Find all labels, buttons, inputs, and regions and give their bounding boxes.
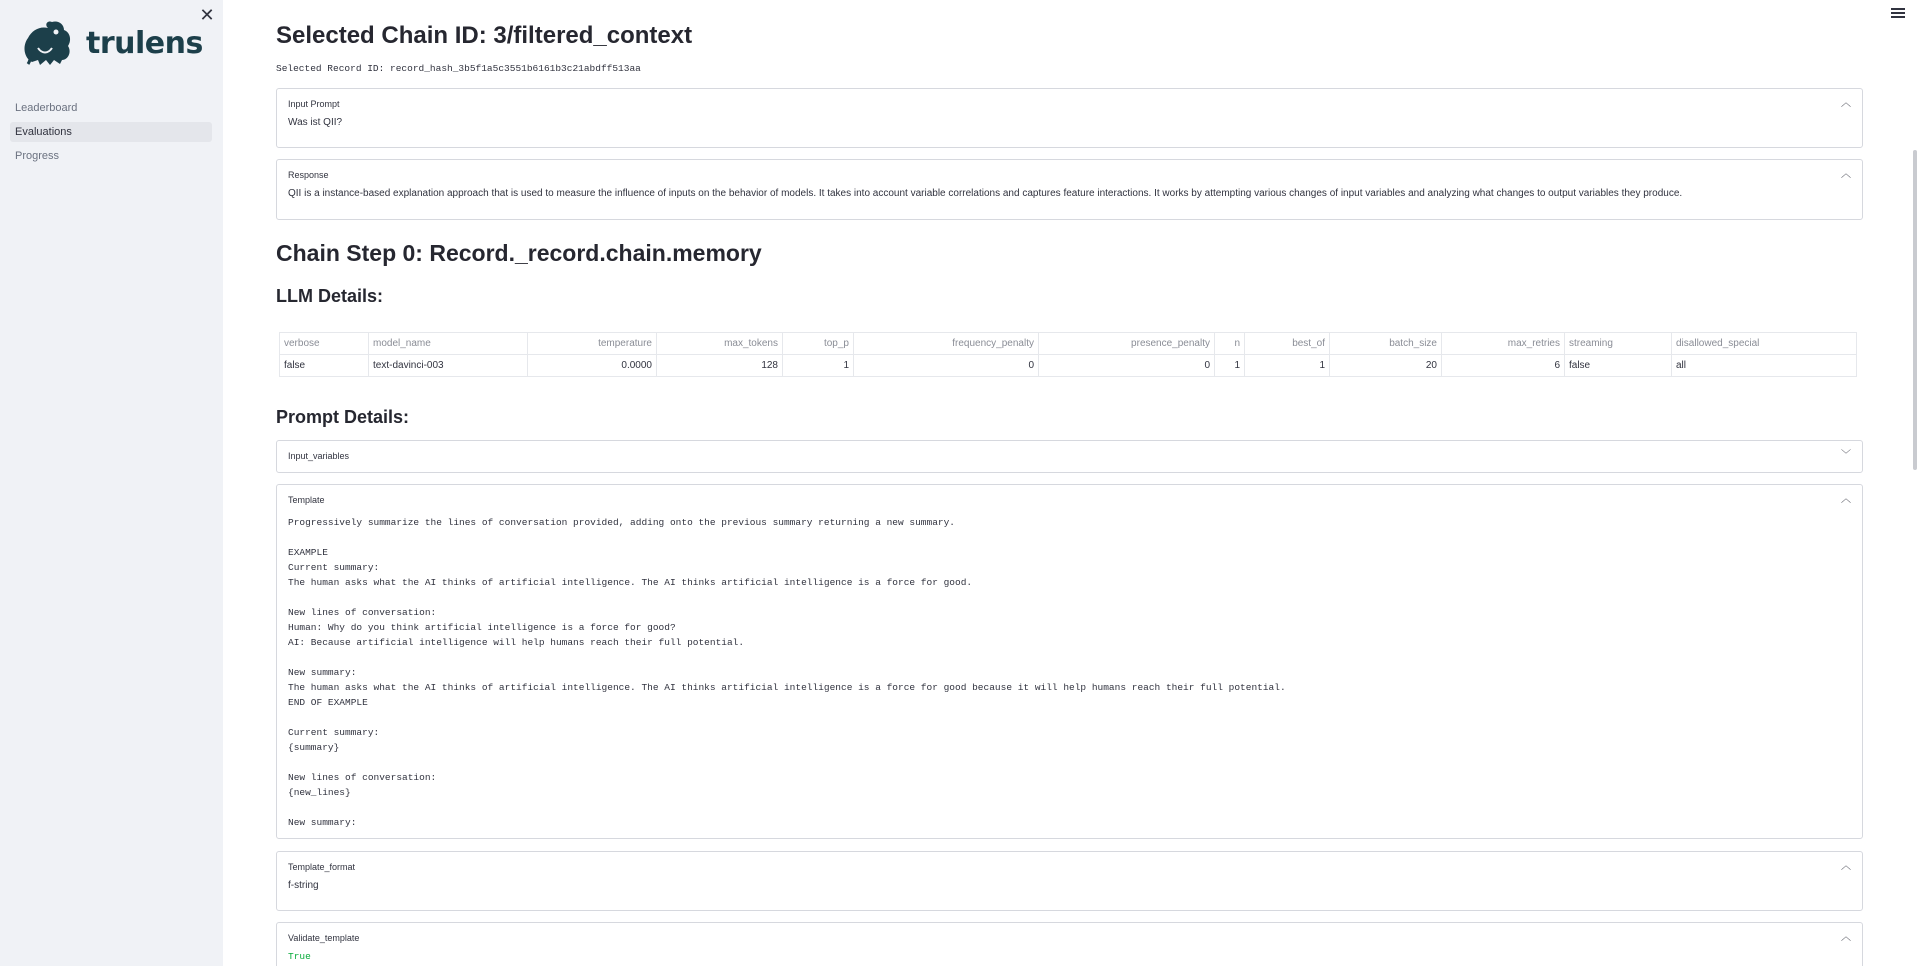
prompt-details-title: Prompt Details: (276, 407, 410, 427)
chevron-up-icon[interactable]: ︿ (1841, 861, 1851, 872)
column-header[interactable]: presence_penalty (1039, 333, 1215, 355)
chain-step-title: Chain Step 0: Record._record.chain.memory (276, 240, 762, 266)
chevron-up-icon[interactable]: ︿ (1841, 932, 1851, 943)
trulens-logo-icon (18, 18, 76, 68)
validate-template-value: True (288, 951, 311, 962)
scrollbar[interactable] (1913, 150, 1917, 470)
sidebar-item-leaderboard[interactable]: Leaderboard (15, 102, 78, 114)
table-cell[interactable]: 6 (1442, 355, 1565, 377)
expander-label: Input Prompt (288, 99, 340, 109)
chevron-down-icon[interactable]: ﹀ (1841, 450, 1851, 461)
table-cell[interactable]: 0 (854, 355, 1039, 377)
table-cell[interactable]: text-davinci-003 (369, 355, 528, 377)
response-expander (276, 159, 1863, 220)
column-header[interactable]: n (1215, 333, 1245, 355)
expander-label: Response (288, 170, 329, 180)
table-cell[interactable]: 1 (1215, 355, 1245, 377)
expander-header[interactable] (277, 485, 1862, 507)
sidebar-item-progress[interactable]: Progress (15, 150, 60, 162)
column-header[interactable]: max_retries (1442, 333, 1565, 355)
column-header[interactable]: top_p (783, 333, 854, 355)
template-expander (276, 484, 1863, 839)
sidebar-item-evaluations[interactable]: Evaluations (10, 122, 212, 142)
table-cell[interactable]: 1 (783, 355, 854, 377)
template-value: Progressively summarize the lines of conversation provided, adding onto the previous summary returning a new summary. EXAMPLE Current summary: The human asks what the AI thinks of artificial intelligence. The AI thinks artificial intelligence is a force for good. New lines of conversation: Human: Why do you think artificial intelligence is a force for good? AI: Because artificial intelligence will help humans reach their full potential. New summary: The human asks what the AI thinks of artificial intelligence. The AI thinks artificial intelligence is a force for good because it will help humans reach their full potential. END OF EXAMPLE Current summary: {summary} New lines of conversation: {new_lines} New summary: (288, 517, 1286, 828)
app-name: trulens (86, 25, 203, 61)
response-value: QII is a instance-based explanation approach that is used to measure the influence of inputs on the behavior of models. It takes into account variable correlations and captures feature interactions. It works by attempting various changes of input variables and analyzing what changes to output variables they produce. (288, 188, 1683, 199)
validate-template-expander (276, 922, 1863, 966)
hamburger-menu-icon[interactable] (1891, 8, 1905, 20)
table-cell[interactable]: 20 (1330, 355, 1442, 377)
column-header[interactable]: frequency_penalty (854, 333, 1039, 355)
table-cell[interactable]: 0 (1039, 355, 1215, 377)
expander-label: Validate_template (288, 933, 360, 943)
llm-details-table (279, 332, 1857, 377)
chevron-up-icon[interactable]: ︿ (1841, 98, 1851, 109)
expander-header[interactable] (277, 160, 1862, 182)
expander-header[interactable] (277, 441, 1862, 463)
sidebar-nav (10, 98, 212, 170)
logo (18, 18, 203, 68)
table-cell[interactable]: false (280, 355, 369, 377)
column-header[interactable]: verbose (280, 333, 369, 355)
record-id: Selected Record ID: record_hash_3b5f1a5c3551b6161b3c21abdff513aa (276, 63, 641, 74)
input-variables-expander (276, 440, 1863, 473)
close-icon[interactable]: ✕ (199, 5, 215, 25)
expander-header[interactable] (277, 923, 1862, 945)
table-cell[interactable]: 1 (1245, 355, 1330, 377)
template-format-expander (276, 851, 1863, 911)
expander-label: Template_format (288, 862, 356, 872)
expander-header[interactable] (277, 852, 1862, 874)
column-header[interactable]: max_tokens (657, 333, 783, 355)
expander-label: Template (288, 495, 325, 505)
table-row (280, 355, 1857, 377)
chevron-up-icon[interactable]: ︿ (1841, 169, 1851, 180)
expander-label: Input_variables (288, 451, 350, 461)
table-header-row (280, 333, 1857, 355)
column-header[interactable]: disallowed_special (1672, 333, 1857, 355)
template-format-value: f-string (288, 880, 319, 891)
input-prompt-expander (276, 88, 1863, 148)
table-cell[interactable]: 128 (657, 355, 783, 377)
table-cell[interactable]: 0.0000 (528, 355, 657, 377)
chevron-up-icon[interactable]: ︿ (1841, 494, 1851, 505)
page-title: Selected Chain ID: 3/filtered_context (276, 22, 693, 49)
table-cell[interactable]: all (1672, 355, 1857, 377)
llm-details-title: LLM Details: (276, 286, 384, 306)
sidebar (0, 0, 223, 966)
column-header[interactable]: temperature (528, 333, 657, 355)
input-prompt-value: Was ist QII? (288, 117, 343, 128)
column-header[interactable]: best_of (1245, 333, 1330, 355)
column-header[interactable]: batch_size (1330, 333, 1442, 355)
table-cell[interactable]: false (1565, 355, 1672, 377)
column-header[interactable]: model_name (369, 333, 528, 355)
column-header[interactable]: streaming (1565, 333, 1672, 355)
expander-header[interactable] (277, 89, 1862, 111)
